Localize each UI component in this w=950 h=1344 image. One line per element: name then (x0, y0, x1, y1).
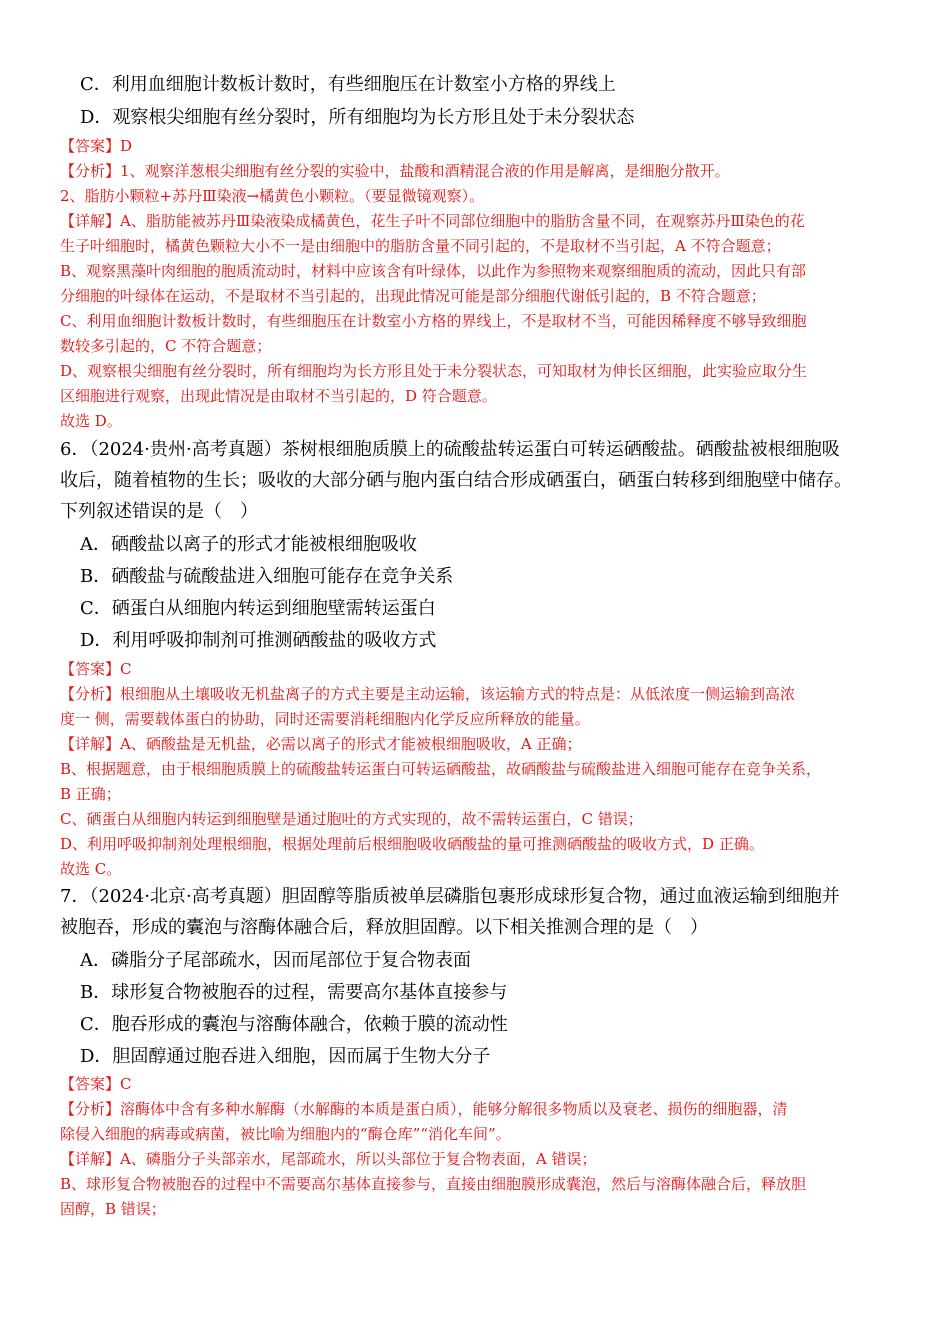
option-a: A．磷脂分子尾部疏水，因而尾部位于复合物表面 (80, 950, 471, 971)
analysis-line (60, 160, 730, 181)
option-d: D．胆固醇通过胞吞进入细胞，因而属于生物大分子 (80, 1046, 491, 1067)
detail-line (60, 1148, 596, 1169)
detail-line: C、利用血细胞计数板计数时，有些细胞压在计数室小方格的界线上，不是取材不当，可能因稀释度不够导致细胞 (60, 312, 807, 330)
detail-text: A、磷脂分子头部亲水，尾部疏水，所以头部位于复合物表面，A 错误； (120, 1150, 597, 1168)
analysis-line: 2、脂肪小颗粒+苏丹Ⅲ染液→橘黄色小颗粒。（要显微镜观察）。 (60, 187, 485, 205)
question-stem: 收后，随着植物的生长；吸收的大部分硒与胞内蛋白结合形成硒蛋白，硒蛋白转移到细胞壁中储存。 (60, 470, 852, 491)
option-b: B．球形复合物被胞吞的过程，需要高尔基体直接参与 (80, 982, 508, 1003)
question-stem: 7．（2024·北京·高考真题）胆固醇等脂质被单层磷脂包裹形成球形复合物，通过血液运输到细胞并 (60, 886, 840, 907)
detail-line: C、硒蛋白从细胞内转运到细胞壁是通过胞吐的方式实现的，故不需转运蛋白，C 错误； (60, 810, 643, 828)
analysis-tag: 【分析】 (60, 685, 121, 703)
conclusion-line: 故选 C。 (60, 860, 122, 878)
analysis-line (60, 683, 795, 704)
analysis-tag: 【分析】 (60, 1100, 121, 1118)
answer-value: C (120, 1075, 132, 1093)
analysis-text: 溶酶体中含有多种水解酶（水解酶的本质是蛋白质），能够分解很多物质以及衰老、损伤的细胞器，清 (120, 1100, 788, 1118)
answer-line (60, 658, 132, 679)
analysis-text: 根细胞从土壤吸收无机盐离子的方式主要是主动运输，该运输方式的特点是：从低浓度一侧运输到高浓 (120, 685, 796, 703)
option-d: D．利用呼吸抑制剂可推测硒酸盐的吸收方式 (80, 630, 437, 651)
option-d: D．观察根尖细胞有丝分裂时，所有细胞均为长方形且处于未分裂状态 (80, 107, 635, 128)
analysis-line: 度一 侧，需要载体蛋白的协助，同时还需要消耗细胞内化学反应所释放的能量。 (60, 710, 590, 728)
answer-tag: 【答案】 (60, 137, 121, 155)
answer-line (60, 1073, 132, 1094)
detail-line: B 正确； (60, 785, 121, 803)
answer-value: D (120, 137, 133, 155)
analysis-tag: 【分析】 (60, 162, 121, 180)
detail-line: 生子叶细胞时，橘黄色颗粒大小不一是由细胞中的脂肪含量不同引起的，不是取材不当引起，A 不符合题意； (60, 237, 781, 255)
option-a: A．硒酸盐以离子的形式才能被根细胞吸收 (80, 534, 417, 555)
option-c: C．利用血细胞计数板计数时，有些细胞压在计数室小方格的界线上 (80, 74, 616, 95)
detail-line: D、利用呼吸抑制剂处理根细胞，根据处理前后根细胞吸收硒酸盐的量可推测硒酸盐的吸收方式，D 正确。 (60, 835, 764, 853)
detail-line: 固醇，B 错误； (60, 1200, 166, 1218)
detail-line: B、根据题意，由于根细胞质膜上的硫酸盐转运蛋白可转运硒酸盐，故硒酸盐与硫酸盐进入细胞可能存在竞争关系， (60, 760, 822, 778)
option-c: C．硒蛋白从细胞内转运到细胞壁需转运蛋白 (80, 598, 436, 619)
answer-value: C (120, 660, 132, 678)
detail-line: B、球形复合物被胞吞的过程中不需要高尔基体直接参与，直接由细胞膜形成囊泡，然后与溶酶体融合后，释放胆 (60, 1175, 807, 1193)
detail-line: D、观察根尖细胞有丝分裂时，所有细胞均为长方形且处于未分裂状态，可知取材为伸长区细胞，此实验应取分生 (60, 362, 808, 380)
question-stem: 下列叙述错误的是（ ） (60, 501, 258, 522)
detail-line (60, 733, 581, 754)
answer-tag: 【答案】 (60, 1075, 121, 1093)
detail-tag: 【详解】 (60, 212, 121, 230)
detail-line: 分细胞的叶绿体在运动，不是取材不当引起的，出现此情况可能是部分细胞代谢低引起的，B 不符合题意； (60, 287, 766, 305)
answer-line (60, 135, 132, 156)
detail-line: 数较多引起的，C 不符合题意； (60, 337, 272, 355)
detail-text: A、脂肪能被苏丹Ⅲ染液染成橘黄色，花生子叶不同部位细胞中的脂肪含量不同，在观察苏丹Ⅲ染色的花 (120, 212, 805, 230)
analysis-line: 除侵入细胞的病毒或病菌，被比喻为细胞内的“酶仓库”“消化车间”。 (60, 1125, 511, 1143)
answer-tag: 【答案】 (60, 660, 121, 678)
option-c: C．胞吞形成的囊泡与溶酶体融合，依赖于膜的流动性 (80, 1014, 508, 1035)
detail-tag: 【详解】 (60, 735, 121, 753)
conclusion-line: 故选 D。 (60, 412, 122, 430)
question-stem: 6．（2024·贵州·高考真题）茶树根细胞质膜上的硫酸盐转运蛋白可转运硒酸盐。硒酸盐被根细胞吸 (60, 439, 840, 460)
detail-line (60, 210, 805, 231)
option-b: B．硒酸盐与硫酸盐进入细胞可能存在竞争关系 (80, 566, 454, 587)
detail-line: B、观察黑藻叶肉细胞的胞质流动时，材料中应该含有叶绿体，以此作为参照物来观察细胞质的流动，因此只有部 (60, 262, 807, 280)
question-stem: 被胞吞，形成的囊泡与溶酶体融合后，释放胆固醇。以下相关推测合理的是（ ） (60, 917, 708, 938)
detail-line: 区细胞进行观察，出现此情况是由取材不当引起的，D 符合题意。 (60, 387, 497, 405)
analysis-line (60, 1098, 788, 1119)
detail-text: A、硒酸盐是无机盐，必需以离子的形式才能被根细胞吸收，A 正确； (120, 735, 582, 753)
analysis-text: 1、观察洋葱根尖细胞有丝分裂的实验中，盐酸和酒精混合液的作用是解离，是细胞分散开。 (120, 162, 730, 180)
detail-tag: 【详解】 (60, 1150, 121, 1168)
